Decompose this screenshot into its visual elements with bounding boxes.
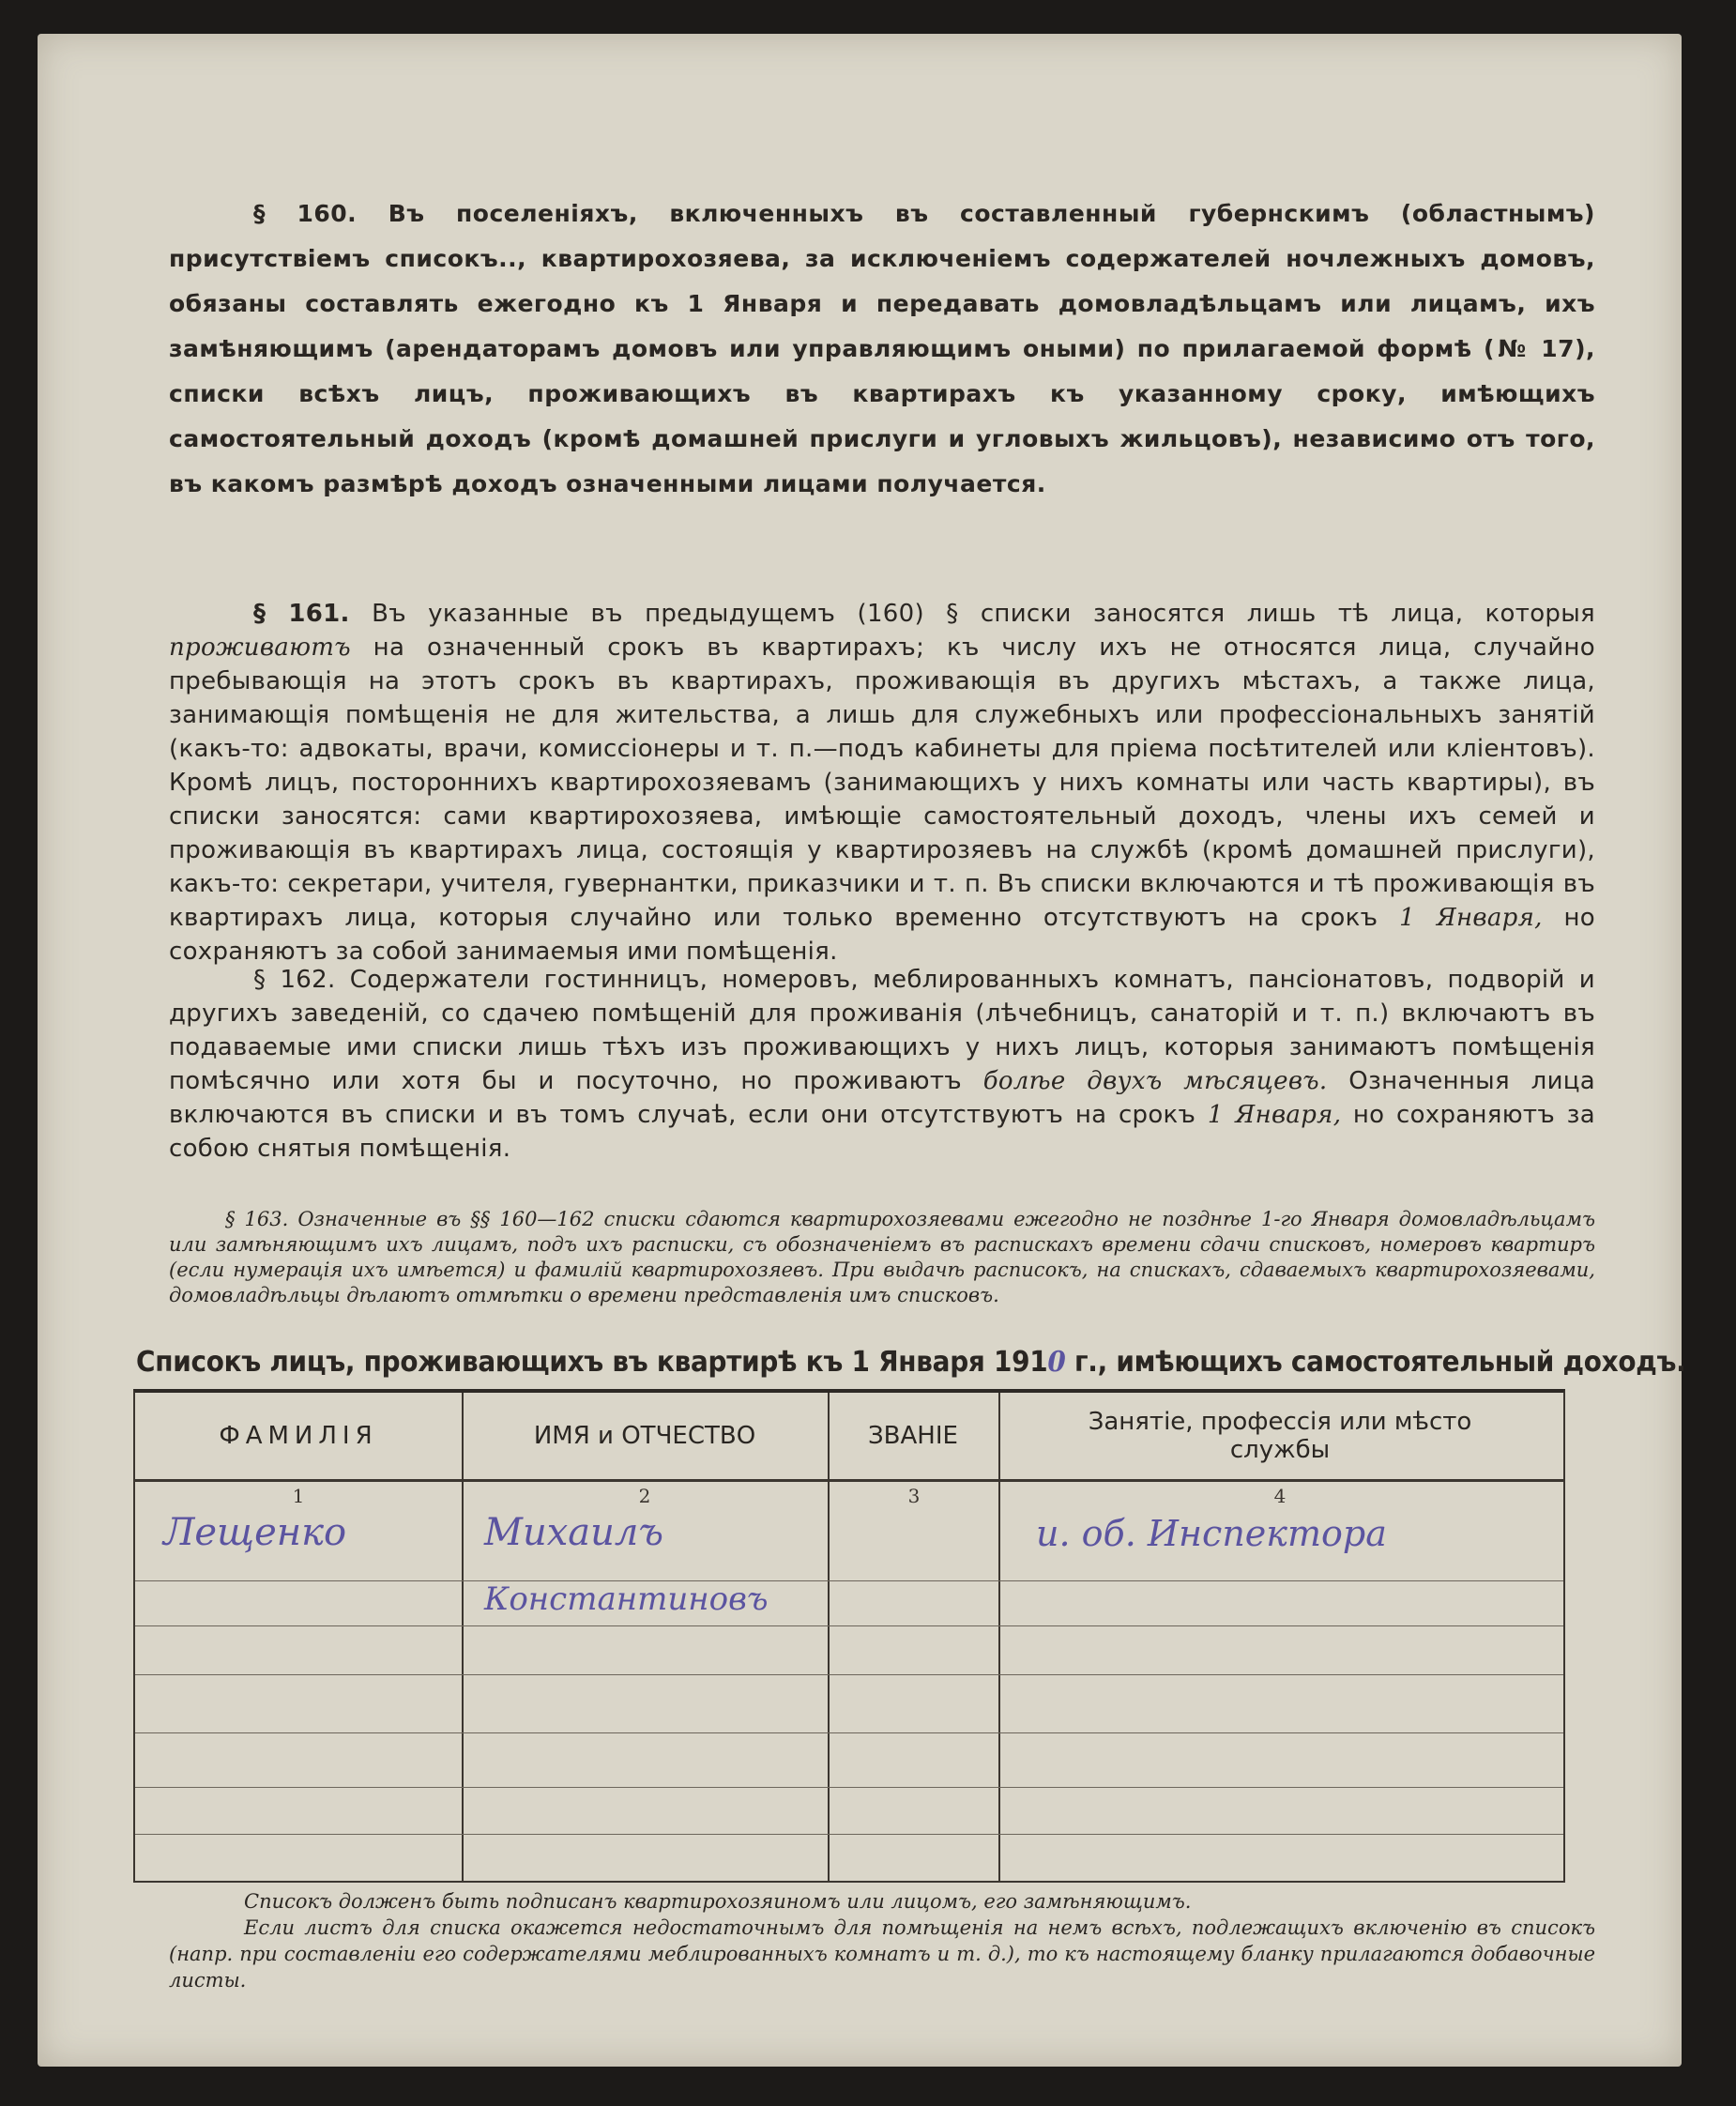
table-row-line — [135, 1787, 1563, 1788]
entry-patronymic-handwritten: Константиновъ — [484, 1580, 769, 1618]
section-162-text-a: Содержатели гостинницъ, номеровъ, меблированныхъ комнатъ, пансіонатовъ, подворій и другихъ заведеній, со сдачею помѣщеній для проживанія (лѣчебницъ, санаторій и т. п.) включаютъ въ подаваемые ими списки лишь тѣхъ изъ проживающихъ у нихъ лицъ, которыя занимаютъ помѣщенія помѣсячно или хотя бы и посуточно, но проживаютъ — [169, 966, 1595, 1095]
section-160 — [169, 191, 1595, 507]
table-row-line — [135, 1625, 1563, 1626]
col-number-2: 2 — [638, 1485, 651, 1507]
footer-line-2: Если листъ для списка окажется недостаточнымъ для помѣщенія на немъ всѣхъ, подлежащихъ включенію въ списокъ (напр. при составленіи его содержателями меблированныхъ комнатъ и т. д.), то къ настоящему бланку прилагаются добавочные листы. — [169, 1916, 1595, 1992]
entry-first-name-handwritten: Михаилъ — [484, 1511, 664, 1554]
footer-line-1: Списокъ долженъ быть подписанъ квартирохозяиномъ или лицомъ, его замѣняющимъ. — [244, 1890, 1192, 1913]
header-surname: ФАМИЛІЯ — [219, 1422, 378, 1450]
section-161-emphasis: проживаютъ — [169, 633, 351, 662]
footer-note — [169, 1888, 1595, 1993]
header-name-patronymic: ИМЯ и ОТЧЕСТВО — [533, 1422, 756, 1450]
section-162-date: 1 Января, — [1207, 1101, 1342, 1129]
table-row-line — [135, 1732, 1563, 1733]
residents-table — [133, 1389, 1565, 1883]
section-163-text: § 163. Означенные въ §§ 160—162 списки сдаются квартирохозяевами ежегодно не позднѣе 1-го Января домовладѣльцамъ или замѣняющимъ ихъ лицамъ, подъ ихъ расписки, съ обозначеніемъ въ распискахъ времени сдачи списковъ, номеровъ квартиръ (если нумерація ихъ имѣется) и фамилій квартирохозяевъ. При выдачѣ расписокъ, на спискахъ, сдаваемыхъ квартирохозяевами, домовладѣльцы дѣлаютъ отмѣтки о времени представленія имъ списковъ. — [169, 1208, 1595, 1306]
section-162-emphasis: болѣе двухъ мѣсяцевъ. — [982, 1067, 1328, 1095]
col-number-4: 4 — [1273, 1485, 1287, 1507]
entry-surname-handwritten: Лещенко — [163, 1511, 347, 1554]
document-page — [38, 34, 1686, 2067]
section-160-number: § 160. — [253, 200, 358, 227]
header-rule — [135, 1479, 1563, 1482]
list-title-year-handwritten: 0 — [1047, 1346, 1066, 1379]
list-title — [136, 1346, 1686, 1379]
section-160-text: Въ поселеніяхъ, включенныхъ въ составленный губернскимъ (областнымъ) присутствіемъ списокъ.., квартирохозяева, за исключеніемъ содержателей ночлежныхъ домовъ, обязаны составлять ежегодно къ 1 Января и передавать домовладѣльцамъ или лицамъ, ихъ замѣняющимъ (арендаторамъ домовъ или управляющимъ оными) по прилагаемой формѣ (№ 17), списки всѣхъ лицъ, проживающихъ въ квартирахъ къ указанному сроку, имѣющихъ самостоятельный доходъ (кромѣ домашней прислуги и угловыхъ жильцовъ), независимо отъ того, въ какомъ размѣрѣ доходъ означенными лицами получается. — [169, 200, 1595, 497]
section-162 — [169, 963, 1595, 1166]
table-row-line — [135, 1580, 1563, 1581]
section-162-text-c: но сохраняютъ за собою снятыя помѣщенія. — [169, 1101, 1595, 1163]
list-title-before: Списокъ лицъ, проживающихъ въ квартирѣ къ 1 Января 191 — [136, 1346, 1048, 1379]
header-occupation: Занятіе, профессія или мѣсто службы — [1088, 1408, 1472, 1464]
section-162-text-b: Означенныя лица включаются въ списки и въ томъ случаѣ, если они отсутствуютъ на срокъ — [169, 1067, 1595, 1129]
section-161-text-a: Въ указанные въ предыдущемъ (160) § списки заносятся лишь тѣ лица, которыя — [372, 600, 1595, 628]
section-163 — [169, 1207, 1595, 1308]
section-161-text-c: но сохраняютъ за собой занимаемыя ими помѣщенія. — [169, 904, 1595, 966]
section-161-number: § 161. — [253, 600, 350, 628]
section-162-number: § 162. — [253, 966, 336, 994]
col-number-3: 3 — [907, 1485, 921, 1507]
section-161-date: 1 Января, — [1399, 904, 1543, 932]
section-161 — [169, 597, 1595, 969]
header-rank: ЗВАНІЕ — [868, 1422, 958, 1450]
table-row-line — [135, 1834, 1563, 1835]
col-number-1: 1 — [292, 1485, 305, 1507]
table-row-line — [135, 1674, 1563, 1675]
section-161-text-b: на означенный срокъ въ квартирахъ; къ числу ихъ не относятся лица, случайно пребывающія на этотъ срокъ въ квартирахъ, проживающія въ другихъ мѣстахъ, а также лица, занимающія помѣщенія не для жительства, а лишь для служебныхъ или профессіональныхъ занятій (какъ-то: адвокаты, врачи, комиссіонеры и т. п.—подъ кабинеты для пріема посѣтителей или кліентовъ). Кромѣ лицъ, постороннихъ квартирохозяевамъ (занимающихъ у нихъ комнаты или часть квартиры), въ списки заносятся: сами квартирохозяева, имѣющіе самостоятельный доходъ, члены ихъ семей и проживающія въ квартирахъ лица, состоящія у квартирозяевъ на службѣ (кромѣ домашней прислуги), какъ-то: секретари, учителя, гувернантки, приказчики и т. п. Въ списки включаются и тѣ проживающія въ квартирахъ лица, которыя случайно или только временно отсутствуютъ на срокъ — [169, 633, 1595, 932]
list-title-after: г., имѣющихъ самостоятельный доходъ. — [1065, 1346, 1686, 1379]
entry-occupation-handwritten: и. об. Инспектора — [1036, 1513, 1387, 1554]
